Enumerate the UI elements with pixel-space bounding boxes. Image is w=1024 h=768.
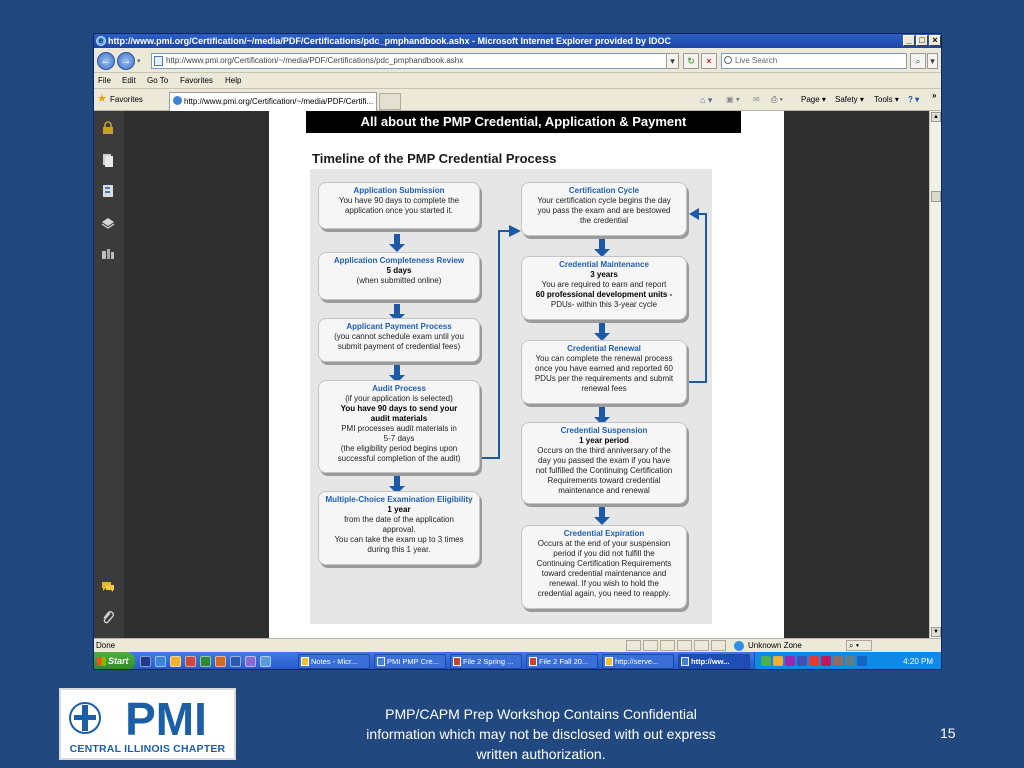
box-line: You can complete the renewal process [535, 354, 673, 363]
pages-icon[interactable] [101, 153, 115, 167]
credential-expiration-box [521, 525, 687, 609]
box-title: Credential Suspension [560, 426, 648, 435]
taskbar [94, 652, 941, 670]
zoom-button[interactable]: ⌕ ▾ [846, 640, 872, 651]
quicklaunch-icon[interactable] [185, 656, 196, 667]
search-options-button[interactable]: ▾ [927, 53, 938, 69]
menu-go-to[interactable]: Go To [147, 76, 169, 85]
box-line: (when submitted online) [356, 276, 442, 285]
status-cell [643, 640, 658, 651]
task-label: File 2 Fall 20... [539, 657, 589, 666]
box-title: Certification Cycle [568, 186, 640, 195]
timeline-diagram [310, 169, 712, 624]
credential-maintenance-box [521, 256, 687, 320]
taskbar-button-active[interactable] [678, 654, 750, 669]
task-label: http://serve... [615, 657, 659, 666]
status-cell [626, 640, 641, 651]
exam-eligibility-box [318, 491, 480, 565]
quicklaunch-icon[interactable] [260, 656, 271, 667]
address-url: http://www.pmi.org/Certification/~/media/PDF/Certifications/pdc_pmphandbook.ashx [166, 56, 464, 65]
favorites-star-icon[interactable]: ★ [97, 93, 107, 105]
box-line: Continuing Certification Requirements [536, 559, 672, 568]
ie-icon: e [96, 36, 106, 46]
safety-menu[interactable]: Safety ▾ [835, 95, 864, 104]
volume-icon[interactable] [809, 656, 819, 666]
content-area [94, 111, 929, 638]
box-line: (you cannot schedule exam until you [334, 332, 464, 341]
globe-icon [734, 641, 744, 651]
vertical-scrollbar[interactable] [929, 111, 942, 638]
status-bar [94, 638, 941, 652]
box-line: PDUs per the requirements and submit [534, 374, 674, 383]
print-icon[interactable]: ⎙ ▾ [771, 95, 783, 104]
stop-button[interactable]: × [701, 53, 717, 69]
task-label: File 2 Spring ... [463, 657, 514, 666]
box-line: renewal fees [581, 384, 627, 393]
box-highlight: 3 years [590, 270, 618, 279]
box-line: Occurs on the third anniversary of the [537, 446, 671, 455]
box-line: renewal. If you wish to hold the [549, 579, 659, 588]
scroll-thumb[interactable] [931, 191, 941, 202]
scroll-down-button[interactable]: ▼ [931, 627, 941, 637]
notes-icon [301, 657, 309, 666]
box-line: during this 1 year. [367, 545, 431, 554]
document-header: All about the PMP Credential, Application & Payment [306, 111, 741, 133]
box-title: Application Completeness Review [333, 256, 465, 265]
menu-file[interactable]: File [98, 76, 111, 85]
tray-icon[interactable] [797, 656, 807, 666]
tray-icon[interactable] [833, 656, 843, 666]
box-title: Credential Renewal [567, 344, 641, 353]
box-line: approval. [382, 525, 416, 534]
new-tab-button[interactable] [379, 93, 401, 110]
quicklaunch-word-icon[interactable] [230, 656, 241, 667]
tray-icon[interactable] [821, 656, 831, 666]
box-highlight: You have 90 days to send your [340, 404, 458, 413]
connector-arrowhead [509, 225, 521, 237]
pmi-logo [59, 688, 236, 760]
forward-button[interactable]: → [117, 52, 135, 70]
tools-menu[interactable]: Tools ▾ [874, 95, 899, 104]
quicklaunch-icon[interactable] [170, 656, 181, 667]
box-line: you pass the exam and are bestowed [537, 206, 671, 215]
status-cell [677, 640, 692, 651]
box-line: (if your application is selected) [345, 394, 453, 403]
credential-renewal-box [521, 340, 687, 404]
refresh-button[interactable]: ↻ [683, 53, 699, 69]
box-line: successful completion of the audit) [337, 454, 461, 463]
loop-arrowhead [689, 208, 699, 220]
address-dropdown-button[interactable]: ▾ [666, 53, 679, 69]
document-title: Timeline of the PMP Credential Process [312, 151, 557, 166]
ie-icon [377, 657, 385, 666]
box-line: application once you started it. [344, 206, 454, 215]
box-line: from the date of the application [344, 515, 454, 524]
box-line: once you have earned and reported 60 [535, 364, 673, 373]
quicklaunch-ie-icon[interactable] [155, 656, 166, 667]
feeds-icon[interactable]: ▣ ▾ [726, 95, 740, 104]
taskbar-button[interactable] [602, 654, 674, 669]
ie-tab-icon [173, 96, 182, 105]
box-line: submit payment of credential fees) [337, 342, 461, 351]
pmi-logo-mark [66, 695, 233, 742]
menu-edit[interactable]: Edit [122, 76, 136, 85]
chapter-name: CENTRAL ILLINOIS CHAPTER [69, 743, 226, 755]
pdf-page [269, 111, 784, 638]
completeness-review-box [318, 252, 480, 300]
status-cell [694, 640, 709, 651]
box-title: Applicant Payment Process [346, 322, 452, 331]
quicklaunch-icon[interactable] [215, 656, 226, 667]
box-line: 5-7 days [383, 434, 415, 443]
box-highlight: 60 professional development units - [535, 290, 673, 299]
confidentiality-note: PMP/CAPM Prep Workshop Contains Confidential information which may not be disclosed with out express written authorization. [366, 706, 716, 762]
help-menu[interactable]: ? ▾ [908, 95, 920, 104]
system-tray [754, 652, 942, 670]
mail-icon[interactable]: ✉ [753, 95, 760, 104]
box-line: the credential [579, 216, 629, 225]
menu-help[interactable]: Help [225, 76, 242, 85]
quicklaunch-excel-icon[interactable] [200, 656, 211, 667]
maximize-button[interactable]: □ [916, 35, 928, 46]
minimize-button[interactable]: _ [903, 35, 915, 46]
box-line: Your certification cycle begins the day [537, 196, 671, 205]
address-input[interactable] [151, 53, 679, 69]
box-title: Credential Expiration [563, 529, 645, 538]
slide-number: 15 [940, 725, 956, 741]
search-icon [724, 56, 732, 64]
box-highlight: 5 days [386, 266, 412, 275]
comments-icon[interactable] [101, 579, 115, 593]
tray-icon[interactable] [845, 656, 855, 666]
box-line: You have 90 days to complete the [338, 196, 460, 205]
network-icon[interactable] [857, 656, 867, 666]
audit-process-box [318, 380, 480, 473]
box-title: Multiple-Choice Examination Eligibility [325, 495, 473, 504]
scroll-up-button[interactable]: ▲ [931, 112, 941, 122]
clock[interactable]: 4:20 PM [903, 657, 933, 666]
start-label: Start [108, 656, 129, 666]
viewer-background-left [124, 111, 269, 638]
viewer-background-right [784, 111, 929, 638]
status-cell [660, 640, 675, 651]
security-zone: Unknown Zone [748, 641, 802, 650]
box-line: Requirements toward credential [547, 476, 661, 485]
title-bar[interactable] [94, 34, 941, 48]
box-line: PMI processes audit materials in [341, 424, 457, 433]
taskbar-button[interactable] [298, 654, 370, 669]
favorites-bar [94, 90, 941, 111]
address-toolbar [94, 49, 941, 73]
attachments-icon[interactable] [101, 247, 115, 261]
tab-label: http://www.pmi.org/Certification/~/media/PDF/Certifi... [184, 97, 374, 106]
taskbar-button[interactable] [526, 654, 598, 669]
tray-icon[interactable] [761, 656, 771, 666]
status-text: Done [96, 641, 116, 650]
page-icon [154, 56, 163, 66]
box-line: Occurs at the end of your suspension [537, 539, 671, 548]
box-line: PDUs- within this 3-year cycle [550, 300, 658, 309]
box-title: Application Submission [353, 186, 445, 195]
box-line: You are required to earn and report [541, 280, 667, 289]
bookmarks-icon[interactable] [101, 184, 115, 198]
home-icon[interactable]: ⌂ ▾ [700, 95, 713, 105]
taskbar-button[interactable] [450, 654, 522, 669]
search-input[interactable] [721, 53, 907, 69]
box-highlight: 1 year [387, 505, 411, 514]
box-title: Credential Maintenance [559, 260, 649, 269]
browser-window [93, 33, 942, 670]
box-line: (the eligibility period begins upon [340, 444, 458, 453]
payment-process-box [318, 318, 480, 362]
menu-bar [94, 74, 941, 89]
history-dropdown-icon[interactable]: ▾ [137, 58, 141, 65]
search-button[interactable]: ⌕ [910, 53, 926, 69]
ie-icon [681, 657, 689, 666]
box-line: toward credential maintenance and [541, 569, 667, 578]
tray-icon[interactable] [785, 656, 795, 666]
quicklaunch-icon[interactable] [140, 656, 151, 667]
box-line: period if you did not fulfill the [553, 549, 655, 558]
paperclip-icon[interactable] [101, 610, 115, 624]
renewal-loop-connector [687, 214, 706, 382]
layers-icon[interactable] [101, 216, 115, 230]
back-button[interactable]: ← [97, 52, 115, 70]
status-cell [711, 640, 726, 651]
quicklaunch-icon[interactable] [245, 656, 256, 667]
tray-icon[interactable] [773, 656, 783, 666]
browser-tab[interactable] [169, 92, 377, 111]
folder-icon [605, 657, 613, 666]
pdf-icon [453, 657, 461, 666]
menu-favorites[interactable]: Favorites [180, 76, 213, 85]
start-button[interactable] [94, 652, 135, 670]
lock-icon[interactable] [101, 121, 115, 135]
windows-flag-icon [97, 657, 106, 666]
pdf-icon [529, 657, 537, 666]
box-title: Audit Process [372, 384, 426, 393]
search-placeholder: Live Search [735, 56, 778, 65]
eligibility-to-cycle-connector [481, 231, 518, 458]
close-button[interactable]: × [929, 35, 941, 46]
pmi-wordmark: PMI [125, 695, 207, 742]
application-submission-box [318, 182, 480, 229]
certification-cycle-box [521, 182, 687, 236]
taskbar-button[interactable] [374, 654, 446, 669]
box-line: day you passed the exam if you have [537, 456, 671, 465]
box-line: not fulfilled the Continuing Certification [535, 466, 673, 475]
box-line: You can take the exam up to 3 times [334, 535, 464, 544]
task-label: Notes - Micr... [311, 657, 358, 666]
box-highlight: 1 year period [579, 436, 629, 445]
window-title: http://www.pmi.org/Certification/~/media/PDF/Certifications/pdc_pmphandbook.ashx - Microsoft Internet Explorer provided by IDOC [108, 36, 671, 46]
favorites-button[interactable]: Favorites [110, 95, 143, 104]
page-menu[interactable]: Page ▾ [801, 95, 826, 104]
task-label: PMI PMP Cre... [387, 657, 439, 666]
pdf-side-panel [94, 111, 124, 638]
task-label: http://ww... [691, 657, 730, 666]
box-line: maintenance and renewal [558, 486, 650, 495]
box-line: credential again, you need to reapply. [537, 589, 671, 598]
more-chevron-icon[interactable]: » [932, 91, 937, 100]
box-highlight: audit materials [370, 414, 428, 423]
credential-suspension-box [521, 422, 687, 504]
